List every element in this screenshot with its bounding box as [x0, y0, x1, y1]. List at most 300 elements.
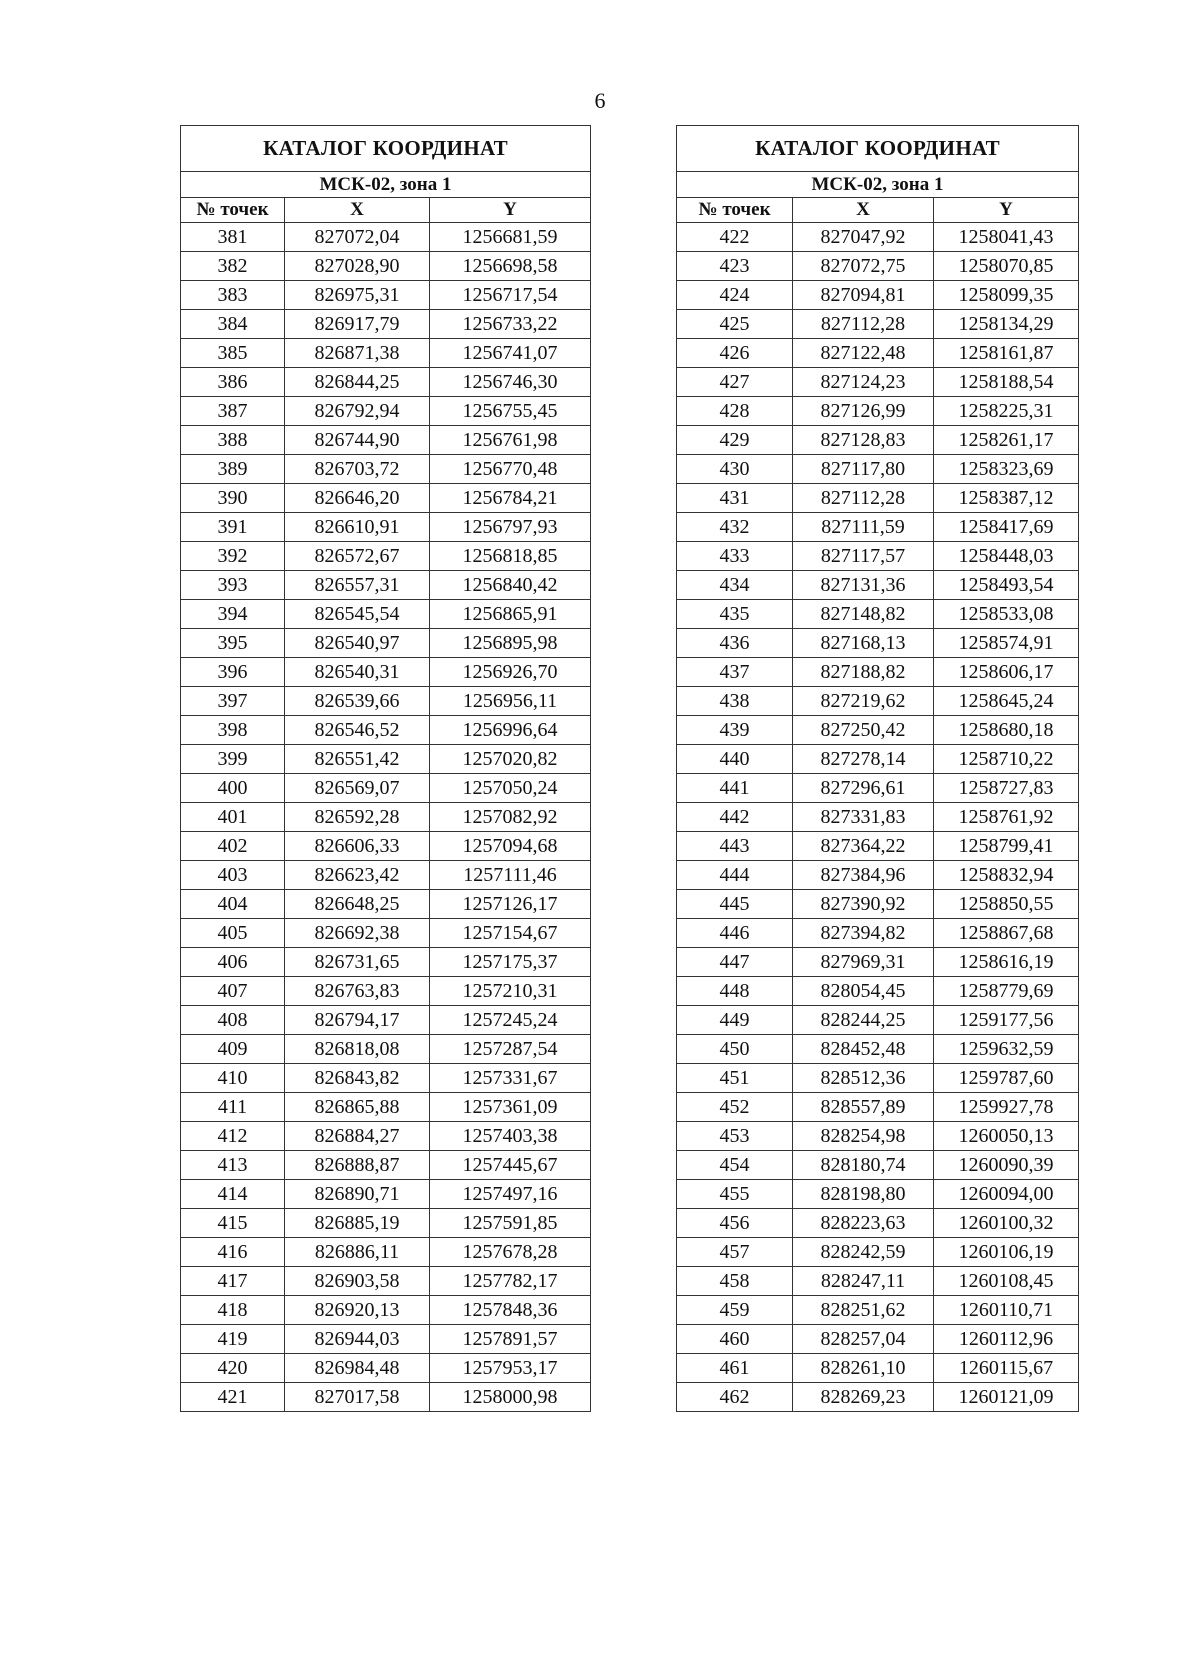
y-coordinate-cell: 1257094,68: [430, 832, 591, 861]
y-coordinate-cell: 1257497,16: [430, 1180, 591, 1209]
table-row: [677, 339, 1079, 368]
y-coordinate-cell: 1260094,00: [934, 1180, 1079, 1209]
point-number-cell: 401: [181, 803, 285, 832]
point-number-cell: 413: [181, 1151, 285, 1180]
point-number-cell: 381: [181, 223, 285, 252]
x-coordinate-cell: 828452,48: [793, 1035, 934, 1064]
table-row: [181, 1238, 591, 1267]
point-number-cell: 451: [677, 1064, 793, 1093]
table-row: [677, 1151, 1079, 1180]
y-coordinate-cell: 1256761,98: [430, 426, 591, 455]
table-row: [677, 571, 1079, 600]
x-coordinate-cell: 826572,67: [285, 542, 430, 571]
y-coordinate-cell: 1257287,54: [430, 1035, 591, 1064]
y-coordinate-cell: 1256926,70: [430, 658, 591, 687]
table-row: [677, 1296, 1079, 1325]
table-row: [181, 1354, 591, 1383]
x-coordinate-cell: 826865,88: [285, 1093, 430, 1122]
table-row: [181, 1122, 591, 1151]
x-coordinate-cell: 827969,31: [793, 948, 934, 977]
table-row: [677, 426, 1079, 455]
x-coordinate-cell: 827364,22: [793, 832, 934, 861]
y-coordinate-cell: 1256717,54: [430, 281, 591, 310]
table-row: [181, 1267, 591, 1296]
y-coordinate-cell: 1256784,21: [430, 484, 591, 513]
x-coordinate-cell: 828261,10: [793, 1354, 934, 1383]
y-coordinate-cell: 1258225,31: [934, 397, 1079, 426]
y-coordinate-cell: 1258261,17: [934, 426, 1079, 455]
table-row: [677, 1006, 1079, 1035]
point-number-cell: 461: [677, 1354, 793, 1383]
y-coordinate-cell: 1258099,35: [934, 281, 1079, 310]
point-number-cell: 459: [677, 1296, 793, 1325]
coordinate-catalog-table-right: [676, 125, 1079, 1412]
table-row: [677, 1180, 1079, 1209]
y-coordinate-cell: 1258387,12: [934, 484, 1079, 513]
table-row: [677, 1209, 1079, 1238]
point-number-cell: 383: [181, 281, 285, 310]
x-coordinate-cell: 827028,90: [285, 252, 430, 281]
point-number-cell: 430: [677, 455, 793, 484]
y-coordinate-cell: 1256996,64: [430, 716, 591, 745]
table-row: [677, 1354, 1079, 1383]
x-coordinate-cell: 826884,27: [285, 1122, 430, 1151]
x-coordinate-cell: 827148,82: [793, 600, 934, 629]
coordinate-catalog-table-left: [180, 125, 591, 1412]
x-coordinate-cell: 827168,13: [793, 629, 934, 658]
x-coordinate-cell: 827126,99: [793, 397, 934, 426]
x-coordinate-cell: 826623,42: [285, 861, 430, 890]
point-number-cell: 432: [677, 513, 793, 542]
point-number-cell: 452: [677, 1093, 793, 1122]
point-number-cell: 399: [181, 745, 285, 774]
y-coordinate-cell: 1260090,39: [934, 1151, 1079, 1180]
y-coordinate-cell: 1258616,19: [934, 948, 1079, 977]
point-number-cell: 426: [677, 339, 793, 368]
table-row: [677, 252, 1079, 281]
x-coordinate-cell: 827017,58: [285, 1383, 430, 1412]
table-row: [677, 658, 1079, 687]
point-number-cell: 437: [677, 658, 793, 687]
point-number-cell: 419: [181, 1325, 285, 1354]
column-header-point-number: № точек: [181, 198, 285, 223]
point-number-cell: 406: [181, 948, 285, 977]
point-number-cell: 454: [677, 1151, 793, 1180]
table-row: [181, 1325, 591, 1354]
table-row: [181, 1006, 591, 1035]
y-coordinate-cell: 1256797,93: [430, 513, 591, 542]
table-row: [181, 252, 591, 281]
point-number-cell: 438: [677, 687, 793, 716]
table-row: [181, 629, 591, 658]
point-number-cell: 418: [181, 1296, 285, 1325]
y-coordinate-cell: 1257020,82: [430, 745, 591, 774]
table-row: [181, 745, 591, 774]
table-row: [181, 832, 591, 861]
x-coordinate-cell: 826703,72: [285, 455, 430, 484]
point-number-cell: 441: [677, 774, 793, 803]
x-coordinate-cell: 826763,83: [285, 977, 430, 1006]
x-coordinate-cell: 826886,11: [285, 1238, 430, 1267]
x-coordinate-cell: 828557,89: [793, 1093, 934, 1122]
x-coordinate-cell: 826546,52: [285, 716, 430, 745]
y-coordinate-cell: 1256865,91: [430, 600, 591, 629]
table-row: [181, 1296, 591, 1325]
table-row: [181, 310, 591, 339]
table-row: [677, 716, 1079, 745]
x-coordinate-cell: 828512,36: [793, 1064, 934, 1093]
x-coordinate-cell: 826890,71: [285, 1180, 430, 1209]
table-row: [181, 339, 591, 368]
table-row: [677, 455, 1079, 484]
table-row: [677, 948, 1079, 977]
y-coordinate-cell: 1260106,19: [934, 1238, 1079, 1267]
y-coordinate-cell: 1256698,58: [430, 252, 591, 281]
table-row: [181, 1383, 591, 1412]
x-coordinate-cell: 827278,14: [793, 745, 934, 774]
table-row: [181, 542, 591, 571]
table-row: [677, 919, 1079, 948]
x-coordinate-cell: 826606,33: [285, 832, 430, 861]
table-row: [677, 1325, 1079, 1354]
y-coordinate-cell: 1256840,42: [430, 571, 591, 600]
y-coordinate-cell: 1258070,85: [934, 252, 1079, 281]
x-coordinate-cell: 826540,31: [285, 658, 430, 687]
point-number-cell: 410: [181, 1064, 285, 1093]
point-number-cell: 420: [181, 1354, 285, 1383]
x-coordinate-cell: 826610,91: [285, 513, 430, 542]
y-coordinate-cell: 1257111,46: [430, 861, 591, 890]
y-coordinate-cell: 1257782,17: [430, 1267, 591, 1296]
point-number-cell: 447: [677, 948, 793, 977]
table-row: [181, 1093, 591, 1122]
x-coordinate-cell: 826792,94: [285, 397, 430, 426]
point-number-cell: 404: [181, 890, 285, 919]
table-row: [677, 1267, 1079, 1296]
point-number-cell: 405: [181, 919, 285, 948]
table-row: [181, 426, 591, 455]
x-coordinate-cell: 827047,92: [793, 223, 934, 252]
table-row: [677, 484, 1079, 513]
point-number-cell: 397: [181, 687, 285, 716]
x-coordinate-cell: 826844,25: [285, 368, 430, 397]
y-coordinate-cell: 1259177,56: [934, 1006, 1079, 1035]
point-number-cell: 424: [677, 281, 793, 310]
point-number-cell: 412: [181, 1122, 285, 1151]
table-row: [677, 977, 1079, 1006]
y-coordinate-cell: 1256895,98: [430, 629, 591, 658]
x-coordinate-cell: 826944,03: [285, 1325, 430, 1354]
point-number-cell: 428: [677, 397, 793, 426]
table-row: [181, 919, 591, 948]
x-coordinate-cell: 826984,48: [285, 1354, 430, 1383]
point-number-cell: 408: [181, 1006, 285, 1035]
coordinate-system: МСК-02, зона 1: [181, 172, 591, 198]
x-coordinate-cell: 827122,48: [793, 339, 934, 368]
point-number-cell: 393: [181, 571, 285, 600]
point-number-cell: 416: [181, 1238, 285, 1267]
y-coordinate-cell: 1258606,17: [934, 658, 1079, 687]
point-number-cell: 402: [181, 832, 285, 861]
y-coordinate-cell: 1257050,24: [430, 774, 591, 803]
y-coordinate-cell: 1258161,87: [934, 339, 1079, 368]
x-coordinate-cell: 827131,36: [793, 571, 934, 600]
y-coordinate-cell: 1257361,09: [430, 1093, 591, 1122]
x-coordinate-cell: 826917,79: [285, 310, 430, 339]
y-coordinate-cell: 1258041,43: [934, 223, 1079, 252]
table-row: [181, 977, 591, 1006]
point-number-cell: 411: [181, 1093, 285, 1122]
column-header-point-number: № точек: [677, 198, 793, 223]
table-row: [677, 1093, 1079, 1122]
x-coordinate-cell: 827072,04: [285, 223, 430, 252]
point-number-cell: 414: [181, 1180, 285, 1209]
y-coordinate-cell: 1256956,11: [430, 687, 591, 716]
table-row: [181, 223, 591, 252]
table-row: [181, 687, 591, 716]
y-coordinate-cell: 1258448,03: [934, 542, 1079, 571]
column-header-y: Y: [430, 198, 591, 223]
point-number-cell: 442: [677, 803, 793, 832]
table-row: [677, 397, 1079, 426]
y-coordinate-cell: 1259927,78: [934, 1093, 1079, 1122]
point-number-cell: 449: [677, 1006, 793, 1035]
x-coordinate-cell: 827188,82: [793, 658, 934, 687]
y-coordinate-cell: 1258680,18: [934, 716, 1079, 745]
x-coordinate-cell: 826692,38: [285, 919, 430, 948]
point-number-cell: 431: [677, 484, 793, 513]
y-coordinate-cell: 1257591,85: [430, 1209, 591, 1238]
table-row: [677, 600, 1079, 629]
table-row: [677, 745, 1079, 774]
table-row: [677, 223, 1079, 252]
y-coordinate-cell: 1258761,92: [934, 803, 1079, 832]
point-number-cell: 440: [677, 745, 793, 774]
x-coordinate-cell: 826551,42: [285, 745, 430, 774]
point-number-cell: 435: [677, 600, 793, 629]
point-number-cell: 415: [181, 1209, 285, 1238]
table-row: [181, 484, 591, 513]
point-number-cell: 386: [181, 368, 285, 397]
point-number-cell: 422: [677, 223, 793, 252]
table-row: [677, 803, 1079, 832]
x-coordinate-cell: 826744,90: [285, 426, 430, 455]
x-coordinate-cell: 828269,23: [793, 1383, 934, 1412]
table-row: [677, 1383, 1079, 1412]
x-coordinate-cell: 827331,83: [793, 803, 934, 832]
y-coordinate-cell: 1256770,48: [430, 455, 591, 484]
x-coordinate-cell: 826646,20: [285, 484, 430, 513]
x-coordinate-cell: 826920,13: [285, 1296, 430, 1325]
y-coordinate-cell: 1260110,71: [934, 1296, 1079, 1325]
x-coordinate-cell: 826888,87: [285, 1151, 430, 1180]
table-row: [677, 774, 1079, 803]
y-coordinate-cell: 1257210,31: [430, 977, 591, 1006]
x-coordinate-cell: 826539,66: [285, 687, 430, 716]
y-coordinate-cell: 1257175,37: [430, 948, 591, 977]
point-number-cell: 453: [677, 1122, 793, 1151]
table-row: [677, 890, 1079, 919]
point-number-cell: 407: [181, 977, 285, 1006]
y-coordinate-cell: 1260100,32: [934, 1209, 1079, 1238]
column-header-x: X: [793, 198, 934, 223]
table-row: [181, 1035, 591, 1064]
y-coordinate-cell: 1256733,22: [430, 310, 591, 339]
x-coordinate-cell: 828251,62: [793, 1296, 934, 1325]
table-row: [677, 1035, 1079, 1064]
x-coordinate-cell: 828198,80: [793, 1180, 934, 1209]
x-coordinate-cell: 827111,59: [793, 513, 934, 542]
table-row: [181, 1180, 591, 1209]
y-coordinate-cell: 1259632,59: [934, 1035, 1079, 1064]
point-number-cell: 395: [181, 629, 285, 658]
page-number: 6: [594, 88, 606, 113]
y-coordinate-cell: 1257678,28: [430, 1238, 591, 1267]
table-row: [677, 368, 1079, 397]
y-coordinate-cell: 1258323,69: [934, 455, 1079, 484]
table-row: [677, 1122, 1079, 1151]
point-number-cell: 387: [181, 397, 285, 426]
point-number-cell: 439: [677, 716, 793, 745]
y-coordinate-cell: 1260108,45: [934, 1267, 1079, 1296]
point-number-cell: 446: [677, 919, 793, 948]
table-row: [181, 658, 591, 687]
table-row: [677, 861, 1079, 890]
point-number-cell: 423: [677, 252, 793, 281]
y-coordinate-cell: 1259787,60: [934, 1064, 1079, 1093]
table-row: [181, 600, 591, 629]
y-coordinate-cell: 1257445,67: [430, 1151, 591, 1180]
x-coordinate-cell: 827124,23: [793, 368, 934, 397]
y-coordinate-cell: 1256741,07: [430, 339, 591, 368]
x-coordinate-cell: 828242,59: [793, 1238, 934, 1267]
point-number-cell: 382: [181, 252, 285, 281]
x-coordinate-cell: 826569,07: [285, 774, 430, 803]
x-coordinate-cell: 826648,25: [285, 890, 430, 919]
x-coordinate-cell: 826818,08: [285, 1035, 430, 1064]
x-coordinate-cell: 828254,98: [793, 1122, 934, 1151]
table-row: [181, 397, 591, 426]
coordinate-system: МСК-02, зона 1: [677, 172, 1079, 198]
point-number-cell: 398: [181, 716, 285, 745]
x-coordinate-cell: 826540,97: [285, 629, 430, 658]
table-row: [677, 281, 1079, 310]
y-coordinate-cell: 1258188,54: [934, 368, 1079, 397]
x-coordinate-cell: 828257,04: [793, 1325, 934, 1354]
x-coordinate-cell: 826794,17: [285, 1006, 430, 1035]
x-coordinate-cell: 826557,31: [285, 571, 430, 600]
point-number-cell: 433: [677, 542, 793, 571]
y-coordinate-cell: 1258134,29: [934, 310, 1079, 339]
point-number-cell: 444: [677, 861, 793, 890]
y-coordinate-cell: 1260121,09: [934, 1383, 1079, 1412]
x-coordinate-cell: 827112,28: [793, 310, 934, 339]
y-coordinate-cell: 1257848,36: [430, 1296, 591, 1325]
table-row: [181, 368, 591, 397]
y-coordinate-cell: 1257154,67: [430, 919, 591, 948]
point-number-cell: 400: [181, 774, 285, 803]
point-number-cell: 390: [181, 484, 285, 513]
x-coordinate-cell: 826592,28: [285, 803, 430, 832]
table-row: [181, 890, 591, 919]
y-coordinate-cell: 1258000,98: [430, 1383, 591, 1412]
point-number-cell: 388: [181, 426, 285, 455]
point-number-cell: 434: [677, 571, 793, 600]
point-number-cell: 384: [181, 310, 285, 339]
point-number-cell: 396: [181, 658, 285, 687]
table-row: [181, 716, 591, 745]
table-row: [181, 1064, 591, 1093]
x-coordinate-cell: 828180,74: [793, 1151, 934, 1180]
point-number-cell: 457: [677, 1238, 793, 1267]
y-coordinate-cell: 1257245,24: [430, 1006, 591, 1035]
x-coordinate-cell: 828244,25: [793, 1006, 934, 1035]
table-row: [677, 1238, 1079, 1267]
x-coordinate-cell: 826545,54: [285, 600, 430, 629]
point-number-cell: 456: [677, 1209, 793, 1238]
y-coordinate-cell: 1256818,85: [430, 542, 591, 571]
point-number-cell: 394: [181, 600, 285, 629]
y-coordinate-cell: 1258533,08: [934, 600, 1079, 629]
y-coordinate-cell: 1258779,69: [934, 977, 1079, 1006]
x-coordinate-cell: 828223,63: [793, 1209, 934, 1238]
table-row: [677, 310, 1079, 339]
point-number-cell: 450: [677, 1035, 793, 1064]
column-header-x: X: [285, 198, 430, 223]
x-coordinate-cell: 826871,38: [285, 339, 430, 368]
point-number-cell: 392: [181, 542, 285, 571]
table-row: [677, 687, 1079, 716]
y-coordinate-cell: 1258645,24: [934, 687, 1079, 716]
table-row: [181, 455, 591, 484]
y-coordinate-cell: 1257126,17: [430, 890, 591, 919]
point-number-cell: 417: [181, 1267, 285, 1296]
x-coordinate-cell: 826903,58: [285, 1267, 430, 1296]
x-coordinate-cell: 827394,82: [793, 919, 934, 948]
x-coordinate-cell: 828054,45: [793, 977, 934, 1006]
x-coordinate-cell: 826885,19: [285, 1209, 430, 1238]
y-coordinate-cell: 1260050,13: [934, 1122, 1079, 1151]
y-coordinate-cell: 1258417,69: [934, 513, 1079, 542]
point-number-cell: 448: [677, 977, 793, 1006]
coordinate-rows: [677, 223, 1079, 1412]
table-row: [181, 281, 591, 310]
point-number-cell: 460: [677, 1325, 793, 1354]
x-coordinate-cell: 827384,96: [793, 861, 934, 890]
y-coordinate-cell: 1258850,55: [934, 890, 1079, 919]
point-number-cell: 409: [181, 1035, 285, 1064]
y-coordinate-cell: 1257891,57: [430, 1325, 591, 1354]
x-coordinate-cell: 826843,82: [285, 1064, 430, 1093]
x-coordinate-cell: 826975,31: [285, 281, 430, 310]
y-coordinate-cell: 1257082,92: [430, 803, 591, 832]
table-row: [181, 1151, 591, 1180]
x-coordinate-cell: 827219,62: [793, 687, 934, 716]
point-number-cell: 455: [677, 1180, 793, 1209]
point-number-cell: 389: [181, 455, 285, 484]
x-coordinate-cell: 827250,42: [793, 716, 934, 745]
y-coordinate-cell: 1258574,91: [934, 629, 1079, 658]
table-row: [181, 803, 591, 832]
point-number-cell: 436: [677, 629, 793, 658]
y-coordinate-cell: 1258799,41: [934, 832, 1079, 861]
table-row: [677, 629, 1079, 658]
table-row: [181, 861, 591, 890]
y-coordinate-cell: 1258727,83: [934, 774, 1079, 803]
y-coordinate-cell: 1257331,67: [430, 1064, 591, 1093]
y-coordinate-cell: 1257403,38: [430, 1122, 591, 1151]
point-number-cell: 429: [677, 426, 793, 455]
